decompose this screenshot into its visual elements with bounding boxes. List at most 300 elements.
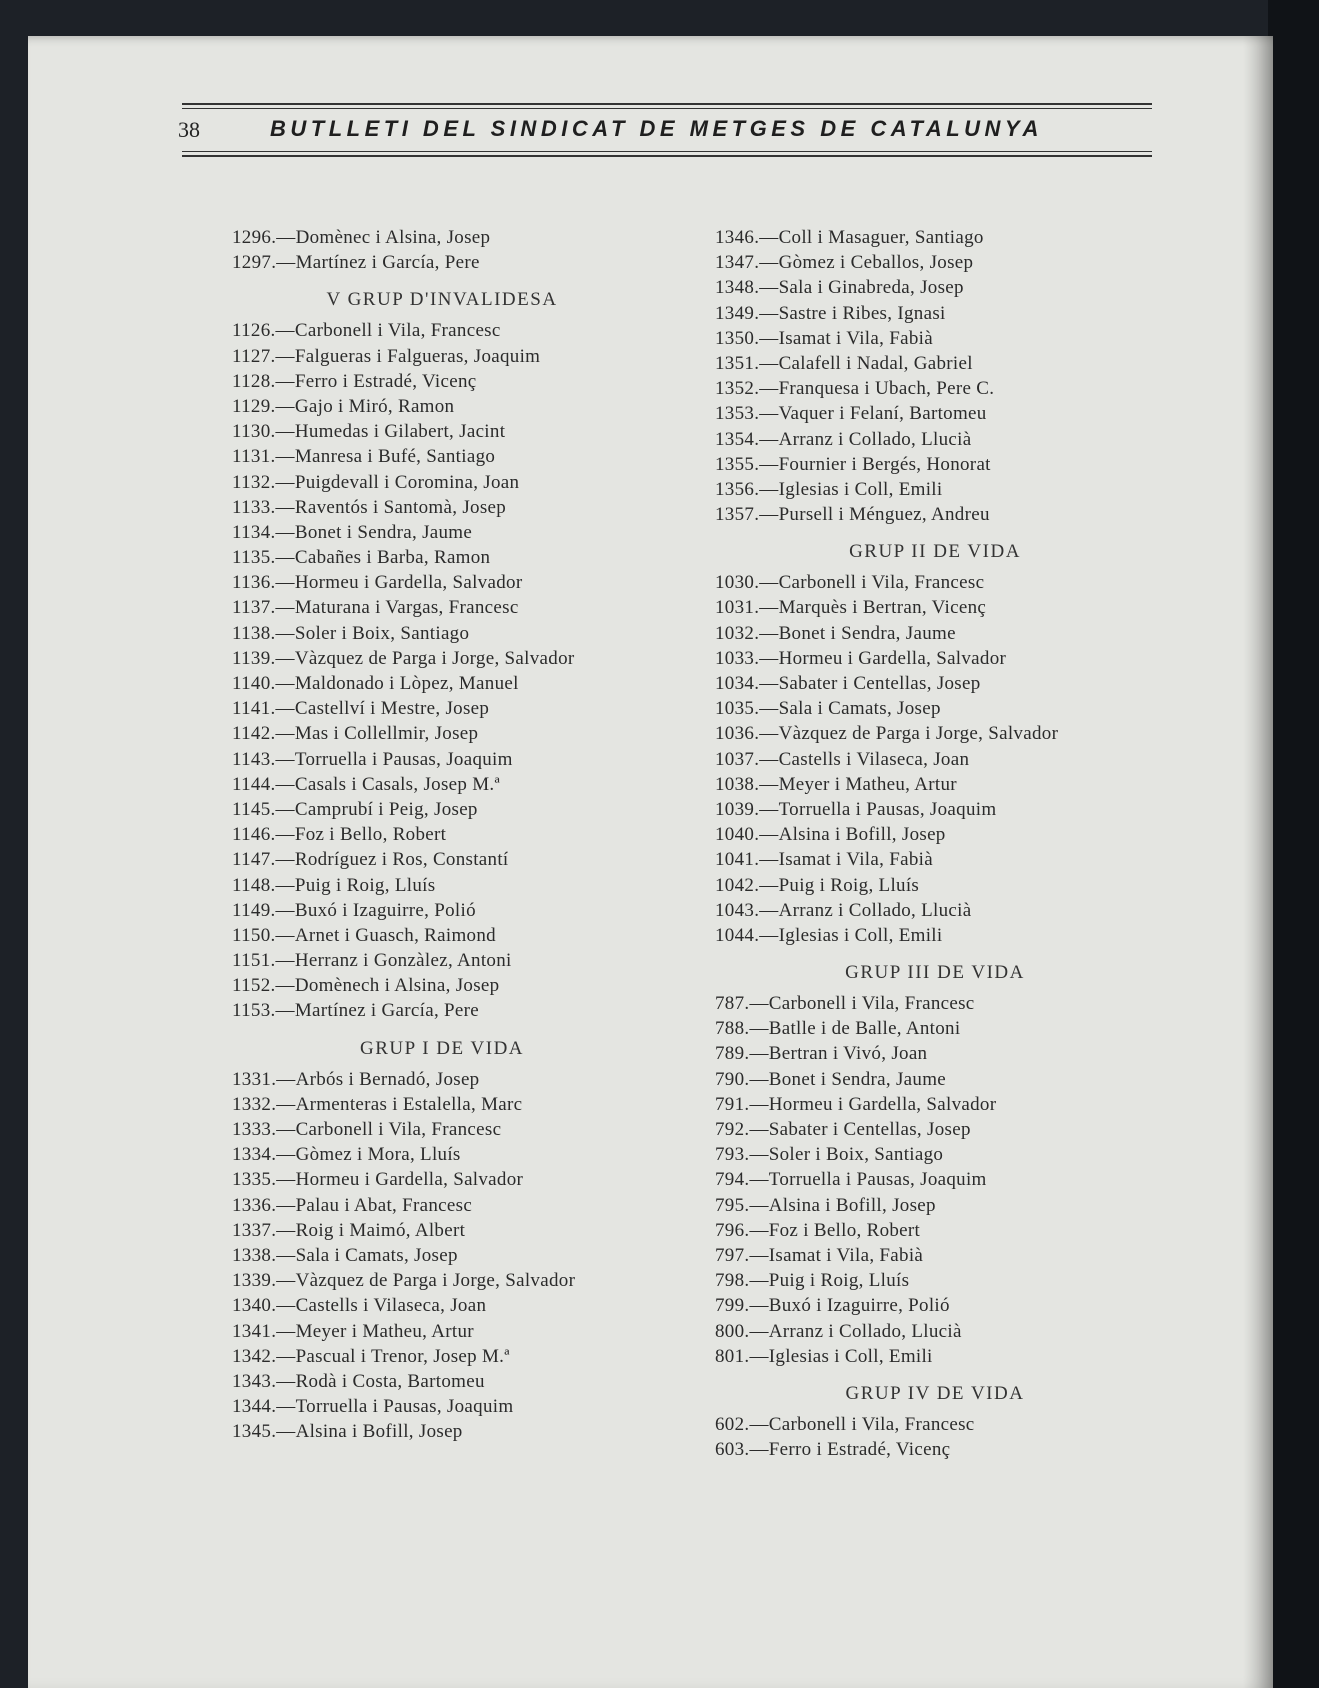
entry-dash: — bbox=[275, 1000, 295, 1022]
list-item bbox=[715, 1218, 1155, 1243]
entry-name: Puig i Roig, Lluís bbox=[294, 874, 436, 896]
entry-dash: — bbox=[275, 874, 295, 896]
list-item bbox=[715, 747, 1155, 772]
entry-number: 1332. bbox=[232, 1093, 277, 1115]
list-item bbox=[232, 1344, 652, 1369]
entry-dash: — bbox=[276, 1244, 296, 1266]
list-item bbox=[715, 898, 1155, 923]
entry-dash: — bbox=[759, 824, 779, 846]
entry-dash: — bbox=[276, 1068, 296, 1090]
entry-list bbox=[715, 991, 1155, 1369]
entry-dash: — bbox=[276, 1194, 296, 1216]
entry-dash: — bbox=[275, 899, 295, 921]
entry-number: 794. bbox=[715, 1169, 750, 1191]
entry-dash: — bbox=[275, 345, 295, 367]
entry-name: Maturana i Vargas, Francesc bbox=[294, 597, 519, 619]
entry-dash: — bbox=[759, 227, 779, 248]
entry-number: 603. bbox=[715, 1439, 750, 1461]
entry-number: 1333. bbox=[232, 1119, 277, 1140]
entry-number: 1034. bbox=[715, 673, 760, 694]
list-item bbox=[232, 1268, 652, 1293]
list-item bbox=[232, 1067, 652, 1092]
list-item bbox=[715, 1016, 1155, 1041]
list-item bbox=[715, 621, 1155, 646]
entry-number: 1037. bbox=[715, 748, 760, 770]
entry-number: 799. bbox=[715, 1295, 750, 1317]
entry-name: Sabater i Centellas, Josep bbox=[768, 1119, 971, 1140]
entry-number: 1335. bbox=[232, 1169, 277, 1191]
list-item bbox=[232, 595, 652, 620]
entry-name: Pursell i Ménguez, Andreu bbox=[778, 504, 990, 526]
entry-dash: — bbox=[759, 378, 779, 400]
list-item bbox=[715, 991, 1155, 1016]
section-heading: GRUP II DE VIDA bbox=[849, 541, 1021, 563]
entry-name: Vaquer i Felaní, Bartomeu bbox=[778, 403, 987, 425]
entry-list bbox=[232, 318, 652, 1023]
entry-name: Casals i Casals, Josep M.ª bbox=[294, 773, 501, 795]
entry-dash: — bbox=[749, 1169, 769, 1191]
list-item bbox=[232, 470, 652, 495]
entry-dash: — bbox=[749, 1144, 769, 1166]
entry-dash: — bbox=[759, 302, 779, 324]
entry-name: Rodríguez i Ros, Constantí bbox=[294, 849, 509, 871]
entry-name: Torruella i Pausas, Joaquim bbox=[295, 1396, 514, 1418]
entry-name: Ferro i Estradé, Vicenç bbox=[294, 370, 477, 392]
list-item bbox=[232, 1193, 652, 1218]
scan-background bbox=[1268, 0, 1319, 1688]
entry-number: 602. bbox=[715, 1413, 750, 1435]
entry-dash: — bbox=[275, 673, 295, 694]
list-item bbox=[232, 1117, 652, 1142]
entry-list bbox=[715, 225, 1155, 527]
entry-dash: — bbox=[276, 1320, 296, 1342]
entry-number: 797. bbox=[715, 1244, 750, 1266]
list-item bbox=[232, 318, 652, 343]
entry-dash: — bbox=[275, 849, 295, 871]
entry-name: Gòmez i Ceballos, Josep bbox=[778, 252, 974, 274]
entry-number: 1138. bbox=[232, 622, 276, 644]
entry-dash: — bbox=[749, 1244, 769, 1266]
entry-dash: — bbox=[275, 723, 295, 745]
list-item bbox=[232, 344, 652, 369]
list-item bbox=[715, 1412, 1155, 1437]
right-column bbox=[715, 225, 1155, 1462]
entry-name: Buxó i Izaguirre, Polió bbox=[768, 1295, 950, 1317]
list-item bbox=[232, 419, 652, 444]
list-item bbox=[232, 1243, 652, 1268]
entry-dash: — bbox=[276, 1119, 296, 1140]
entry-dash: — bbox=[276, 1144, 296, 1166]
entry-name: Puigdevall i Coromina, Joan bbox=[294, 471, 520, 493]
list-item bbox=[715, 1344, 1155, 1369]
list-item bbox=[232, 923, 652, 948]
entry-dash: — bbox=[749, 1413, 769, 1435]
entry-name: Domènec i Alsina, Josep bbox=[295, 227, 491, 248]
entry-name: Iglesias i Coll, Emili bbox=[778, 478, 943, 500]
entry-dash: — bbox=[276, 1169, 296, 1191]
entry-name: Bonet i Sendra, Jaume bbox=[778, 622, 956, 644]
list-item bbox=[715, 1092, 1155, 1117]
entry-name: Hormeu i Gardella, Salvador bbox=[768, 1093, 997, 1115]
entry-name: Ferro i Estradé, Vicenç bbox=[768, 1439, 951, 1461]
entry-dash: — bbox=[759, 899, 779, 921]
list-item bbox=[715, 1041, 1155, 1066]
list-item bbox=[232, 671, 652, 696]
entry-number: 1039. bbox=[715, 798, 760, 820]
entry-number: 1354. bbox=[715, 428, 760, 450]
entry-name: Arbós i Bernadó, Josep bbox=[295, 1068, 480, 1090]
entry-number: 1142. bbox=[232, 723, 276, 745]
entry-name: Batlle i de Balle, Antoni bbox=[768, 1018, 961, 1040]
header-rule-top-thin bbox=[182, 108, 1152, 109]
entry-name: Carbonell i Vila, Francesc bbox=[768, 993, 975, 1015]
entry-name: Marquès i Bertran, Vicenç bbox=[778, 597, 987, 619]
list-item bbox=[715, 1167, 1155, 1192]
list-item bbox=[715, 721, 1155, 746]
entry-number: 1144. bbox=[232, 773, 276, 795]
entry-number: 1035. bbox=[715, 698, 760, 720]
entry-name: Sala i Ginabreda, Josep bbox=[778, 277, 964, 299]
section-heading: V GRUP D'INVALIDESA bbox=[326, 289, 558, 311]
entry-dash: — bbox=[275, 320, 295, 342]
list-item bbox=[232, 772, 652, 797]
entry-number: 795. bbox=[715, 1194, 750, 1216]
list-item bbox=[715, 1268, 1155, 1293]
list-item bbox=[232, 369, 652, 394]
entry-dash: — bbox=[749, 1270, 769, 1292]
list-item bbox=[232, 495, 652, 520]
entry-name: Herranz i Gonzàlez, Antoni bbox=[294, 950, 512, 972]
entry-dash: — bbox=[749, 1119, 769, 1140]
entry-name: Sabater i Centellas, Josep bbox=[778, 673, 981, 694]
entry-dash: — bbox=[276, 1421, 296, 1443]
entry-name: Alsina i Bofill, Josep bbox=[295, 1421, 463, 1443]
section-heading: GRUP I DE VIDA bbox=[359, 1037, 525, 1059]
entry-dash: — bbox=[759, 597, 779, 619]
entry-dash: — bbox=[276, 227, 296, 248]
entry-number: 1032. bbox=[715, 622, 760, 644]
list-item bbox=[715, 326, 1155, 351]
list-item bbox=[232, 873, 652, 898]
list-item bbox=[232, 696, 652, 721]
entry-number: 1351. bbox=[715, 352, 760, 374]
entry-dash: — bbox=[276, 1345, 296, 1367]
entry-dash: — bbox=[275, 496, 295, 518]
left-column bbox=[232, 225, 652, 1444]
entry-name: Rodà i Costa, Bartomeu bbox=[295, 1370, 485, 1392]
entry-number: 1348. bbox=[715, 277, 760, 299]
entry-name: Torruella i Pausas, Joaquim bbox=[778, 798, 997, 820]
entry-number: 1349. bbox=[715, 302, 760, 324]
entry-name: Coll i Masaguer, Santiago bbox=[778, 227, 984, 248]
list-item bbox=[232, 1142, 652, 1167]
entry-name: Arranz i Collado, Llucià bbox=[778, 428, 972, 450]
entry-name: Soler i Boix, Santiago bbox=[768, 1144, 944, 1166]
entry-number: 1139. bbox=[232, 647, 276, 669]
list-item bbox=[232, 822, 652, 847]
entry-number: 1336. bbox=[232, 1194, 277, 1216]
entry-name: Buxó i Izaguirre, Polió bbox=[294, 899, 476, 921]
entry-dash: — bbox=[759, 924, 779, 946]
entry-name: Vàzquez de Parga i Jorge, Salvador bbox=[778, 723, 1059, 745]
section-heading: GRUP IV DE VIDA bbox=[845, 1382, 1025, 1404]
entry-dash: — bbox=[276, 1295, 296, 1317]
entry-number: 1133. bbox=[232, 496, 276, 518]
entry-dash: — bbox=[275, 924, 295, 946]
entry-number: 1127. bbox=[232, 345, 276, 367]
entry-number: 798. bbox=[715, 1270, 750, 1292]
entry-number: 789. bbox=[715, 1043, 750, 1065]
entry-number: 1297. bbox=[232, 252, 277, 274]
list-item bbox=[232, 646, 652, 671]
list-item bbox=[232, 520, 652, 545]
entry-dash: — bbox=[276, 1219, 296, 1241]
entry-number: 1143. bbox=[232, 748, 276, 770]
entry-dash: — bbox=[275, 446, 295, 468]
list-item bbox=[715, 452, 1155, 477]
entry-name: Arranz i Collado, Llucià bbox=[778, 899, 972, 921]
entry-number: 1126. bbox=[232, 320, 276, 342]
list-item bbox=[232, 1293, 652, 1318]
list-item bbox=[715, 225, 1155, 250]
list-item bbox=[715, 275, 1155, 300]
entry-number: 1152. bbox=[232, 975, 276, 997]
entry-name: Arranz i Collado, Llucià bbox=[768, 1320, 962, 1342]
list-item bbox=[715, 376, 1155, 401]
entry-name: Foz i Bello, Robert bbox=[294, 824, 447, 846]
entry-dash: — bbox=[759, 504, 779, 526]
entry-number: 1146. bbox=[232, 824, 276, 846]
entry-name: Meyer i Matheu, Artur bbox=[295, 1320, 474, 1342]
list-item bbox=[715, 301, 1155, 326]
entry-name: Domènech i Alsina, Josep bbox=[294, 975, 500, 997]
entry-name: Bertran i Vivó, Joan bbox=[768, 1043, 928, 1065]
list-item bbox=[715, 1293, 1155, 1318]
list-item bbox=[232, 1092, 652, 1117]
entry-name: Bonet i Sendra, Jaume bbox=[768, 1068, 947, 1090]
entry-number: 1044. bbox=[715, 924, 760, 946]
entry-number: 1132. bbox=[232, 471, 276, 493]
entry-dash: — bbox=[275, 824, 295, 846]
running-title: BUTLLETI DEL SINDICAT DE METGES DE CATALUNYA bbox=[270, 116, 1043, 141]
entry-dash: — bbox=[276, 1093, 296, 1115]
entry-name: Gajo i Miró, Ramon bbox=[294, 395, 455, 417]
entry-number: 1343. bbox=[232, 1370, 277, 1392]
list-item bbox=[715, 401, 1155, 426]
entry-number: 1342. bbox=[232, 1345, 277, 1367]
entry-number: 1129. bbox=[232, 395, 276, 417]
entry-dash: — bbox=[759, 673, 779, 694]
entry-number: 1345. bbox=[232, 1421, 277, 1443]
list-item bbox=[232, 747, 652, 772]
entry-number: 1145. bbox=[232, 798, 276, 820]
entry-name: Hormeu i Gardella, Salvador bbox=[778, 647, 1007, 669]
entry-dash: — bbox=[275, 748, 295, 770]
list-item bbox=[232, 1167, 652, 1192]
list-item bbox=[715, 477, 1155, 502]
entry-number: 1296. bbox=[232, 227, 277, 248]
entry-name: Raventós i Santomà, Josep bbox=[294, 496, 507, 518]
entry-number: 1134. bbox=[232, 521, 276, 543]
entry-number: 1334. bbox=[232, 1144, 277, 1166]
list-item bbox=[715, 1142, 1155, 1167]
entry-name: Armenteras i Estalella, Marc bbox=[295, 1093, 523, 1115]
list-item bbox=[715, 1437, 1155, 1462]
entry-name: Manresa i Bufé, Santiago bbox=[294, 446, 496, 468]
list-item bbox=[232, 898, 652, 923]
entry-number: 1149. bbox=[232, 899, 276, 921]
list-item bbox=[232, 250, 652, 275]
list-item bbox=[715, 427, 1155, 452]
entry-dash: — bbox=[749, 1345, 769, 1367]
entry-number: 1135. bbox=[232, 547, 276, 569]
entry-dash: — bbox=[749, 1068, 769, 1090]
entry-number: 1150. bbox=[232, 924, 276, 946]
entry-name: Torruella i Pausas, Joaquim bbox=[294, 748, 513, 770]
entry-dash: — bbox=[749, 993, 769, 1015]
entry-name: Palau i Abat, Francesc bbox=[295, 1194, 473, 1216]
list-item bbox=[232, 998, 652, 1023]
entry-dash: — bbox=[759, 428, 779, 450]
list-item bbox=[715, 502, 1155, 527]
entry-name: Hormeu i Gardella, Salvador bbox=[294, 572, 523, 594]
list-item bbox=[715, 696, 1155, 721]
entry-dash: — bbox=[759, 849, 779, 871]
entry-number: 791. bbox=[715, 1093, 750, 1115]
entry-dash: — bbox=[759, 277, 779, 299]
entry-name: Gòmez i Mora, Lluís bbox=[295, 1144, 461, 1166]
entry-name: Cabañes i Barba, Ramon bbox=[294, 547, 491, 569]
entry-number: 1141. bbox=[232, 698, 276, 720]
entry-name: Castells i Vilaseca, Joan bbox=[778, 748, 970, 770]
entry-name: Maldonado i Lòpez, Manuel bbox=[294, 673, 519, 694]
entry-dash: — bbox=[759, 622, 779, 644]
entry-name: Fournier i Bergés, Honorat bbox=[778, 453, 991, 475]
entry-dash: — bbox=[275, 798, 295, 820]
entry-number: 792. bbox=[715, 1119, 750, 1140]
entry-number: 1353. bbox=[715, 403, 760, 425]
entry-name: Martínez i García, Pere bbox=[294, 1000, 480, 1022]
entry-dash: — bbox=[749, 1018, 769, 1040]
list-item bbox=[715, 822, 1155, 847]
entry-name: Calafell i Nadal, Gabriel bbox=[778, 352, 973, 374]
entry-number: 1344. bbox=[232, 1396, 277, 1418]
entry-number: 1339. bbox=[232, 1270, 277, 1292]
list-item bbox=[232, 394, 652, 419]
entry-dash: — bbox=[759, 453, 779, 475]
entry-dash: — bbox=[759, 327, 779, 349]
entry-number: 1337. bbox=[232, 1219, 277, 1241]
entry-name: Soler i Boix, Santiago bbox=[294, 622, 470, 644]
entry-number: 1130. bbox=[232, 421, 276, 443]
entry-number: 1041. bbox=[715, 849, 760, 871]
list-item bbox=[232, 1419, 652, 1444]
header-rule-bottom-thick bbox=[182, 155, 1152, 157]
entry-dash: — bbox=[759, 874, 779, 896]
entry-name: Iglesias i Coll, Emili bbox=[768, 1345, 933, 1367]
list-item bbox=[715, 570, 1155, 595]
entry-number: 1038. bbox=[715, 773, 760, 795]
entry-number: 1031. bbox=[715, 597, 760, 619]
entry-name: Carbonell i Vila, Francesc bbox=[778, 572, 985, 594]
entry-dash: — bbox=[275, 547, 295, 569]
entry-number: 1352. bbox=[715, 378, 760, 400]
list-item bbox=[715, 797, 1155, 822]
entry-name: Hormeu i Gardella, Salvador bbox=[295, 1169, 524, 1191]
list-item bbox=[715, 671, 1155, 696]
entry-name: Isamat i Vila, Fabià bbox=[778, 849, 933, 871]
entry-number: 1357. bbox=[715, 504, 760, 526]
entry-dash: — bbox=[275, 975, 295, 997]
entry-name: Vàzquez de Parga i Jorge, Salvador bbox=[295, 1270, 576, 1292]
entry-number: 1356. bbox=[715, 478, 760, 500]
entry-name: Carbonell i Vila, Francesc bbox=[295, 1119, 502, 1140]
entry-list bbox=[232, 1067, 652, 1445]
list-item bbox=[232, 721, 652, 746]
entry-name: Meyer i Matheu, Artur bbox=[778, 773, 957, 795]
entry-dash: — bbox=[759, 352, 779, 374]
entry-dash: — bbox=[275, 773, 295, 795]
entry-name: Puig i Roig, Lluís bbox=[778, 874, 920, 896]
entry-name: Franquesa i Ubach, Pere C. bbox=[778, 378, 995, 400]
entry-dash: — bbox=[275, 597, 295, 619]
entry-dash: — bbox=[759, 478, 779, 500]
entry-number: 1042. bbox=[715, 874, 760, 896]
list-item bbox=[232, 621, 652, 646]
list-item bbox=[715, 250, 1155, 275]
entry-list bbox=[232, 225, 652, 275]
entry-name: Puig i Roig, Lluís bbox=[768, 1270, 910, 1292]
entry-dash: — bbox=[759, 748, 779, 770]
entry-number: 787. bbox=[715, 993, 750, 1015]
entry-dash: — bbox=[275, 421, 295, 443]
entry-name: Iglesias i Coll, Emili bbox=[778, 924, 943, 946]
entry-number: 793. bbox=[715, 1144, 750, 1166]
header-rule-top-thick bbox=[182, 103, 1152, 105]
entry-dash: — bbox=[275, 471, 295, 493]
entry-name: Sala i Camats, Josep bbox=[778, 698, 941, 720]
entry-number: 1136. bbox=[232, 572, 276, 594]
entry-name: Torruella i Pausas, Joaquim bbox=[768, 1169, 987, 1191]
list-item bbox=[232, 1319, 652, 1344]
entry-number: 1341. bbox=[232, 1320, 277, 1342]
entry-dash: — bbox=[749, 1093, 769, 1115]
entry-number: 1036. bbox=[715, 723, 760, 745]
entry-name: Carbonell i Vila, Francesc bbox=[768, 1413, 975, 1435]
entry-number: 1140. bbox=[232, 673, 276, 694]
entry-number: 1147. bbox=[232, 849, 276, 871]
entry-name: Arnet i Guasch, Raimond bbox=[294, 924, 496, 946]
entry-name: Roig i Maimó, Albert bbox=[295, 1219, 466, 1241]
entry-name: Sala i Camats, Josep bbox=[295, 1244, 458, 1266]
entry-name: Camprubí i Peig, Josep bbox=[294, 798, 478, 820]
entry-dash: — bbox=[749, 1219, 769, 1241]
entry-name: Bonet i Sendra, Jaume bbox=[294, 521, 473, 543]
entry-dash: — bbox=[749, 1194, 769, 1216]
entry-number: 1340. bbox=[232, 1295, 277, 1317]
entry-number: 1148. bbox=[232, 874, 276, 896]
entry-name: Castellví i Mestre, Josep bbox=[294, 698, 490, 720]
entry-dash: — bbox=[275, 950, 295, 972]
entry-name: Carbonell i Vila, Francesc bbox=[294, 320, 501, 342]
entry-dash: — bbox=[276, 1396, 296, 1418]
entry-dash: — bbox=[759, 723, 779, 745]
page-fold-shadow bbox=[1243, 36, 1273, 1688]
entry-number: 801. bbox=[715, 1345, 750, 1367]
list-item bbox=[232, 1369, 652, 1394]
entry-number: 1347. bbox=[715, 252, 760, 274]
header-rule-bottom-thin bbox=[182, 151, 1152, 152]
